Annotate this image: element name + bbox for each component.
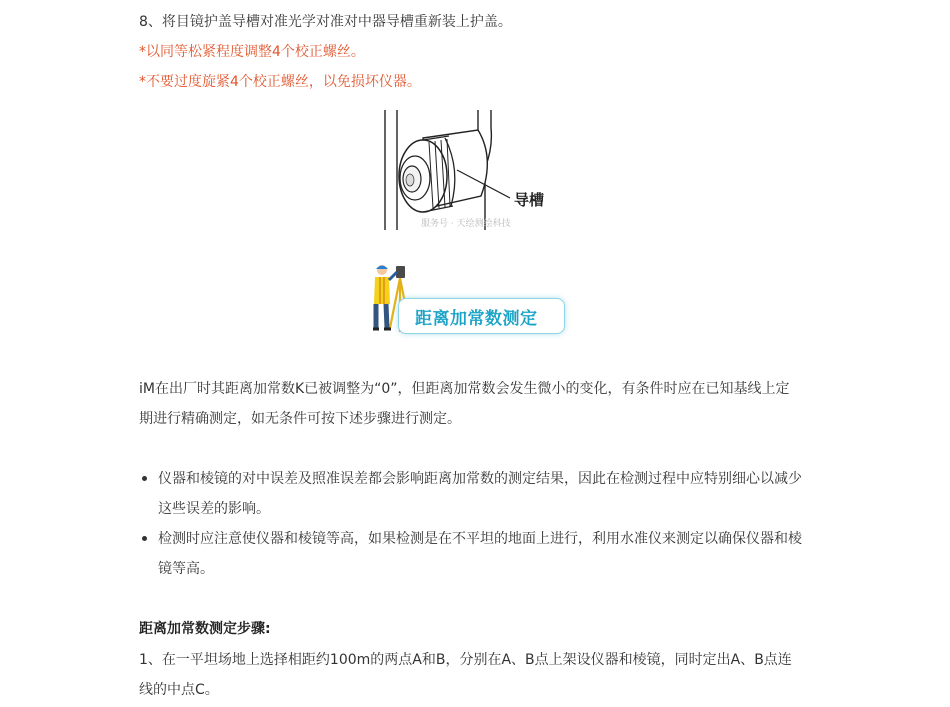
groove-label: 导槽	[514, 191, 545, 209]
intro-paragraph: iM在出厂时其距离加常数K已被调整为“0”，但距离加常数会发生微小的变化，有条件时应在已知基线上定期进行精确测定，如无条件可按下述步骤进行测定。	[139, 381, 790, 427]
bullet-dot	[142, 536, 147, 541]
eyepiece-illustration	[383, 108, 573, 235]
eyepiece-groove-figure	[383, 108, 573, 235]
steps-heading: 距离加常数测定步骤:	[139, 621, 271, 637]
step-8-note-2: *不要过度旋紧4个校正螺丝，以免损坏仪器。	[139, 74, 421, 90]
bullet-item-2: 检测时应注意使仪器和棱镜等高，如果检测是在不平坦的地面上进行，利用水准仪来测定以确保仪器和棱镜等高。	[158, 531, 802, 577]
watermark: 服务号 · 天绘测绘科技	[421, 219, 511, 229]
step-1-text: 1、在一平坦场地上选择相距约100m的两点A和B，分别在A、B点上架设仪器和棱镜，同时定出A、B点连线的中点C。	[139, 652, 792, 698]
step-8-text: 8、将目镜护盖导槽对准光学对准对中器导槽重新装上护盖。	[139, 14, 512, 30]
bullet-dot	[142, 476, 147, 481]
section-banner	[370, 262, 570, 337]
bullet-item-1: 仪器和棱镜的对中误差及照准误差都会影响距离加常数的测定结果，因此在检测过程中应特别细心以减少这些误差的影响。	[158, 471, 802, 517]
section-title: 距离加常数测定	[415, 309, 538, 329]
step-8-note-1: *以同等松紧程度调整4个校正螺丝。	[139, 44, 365, 60]
